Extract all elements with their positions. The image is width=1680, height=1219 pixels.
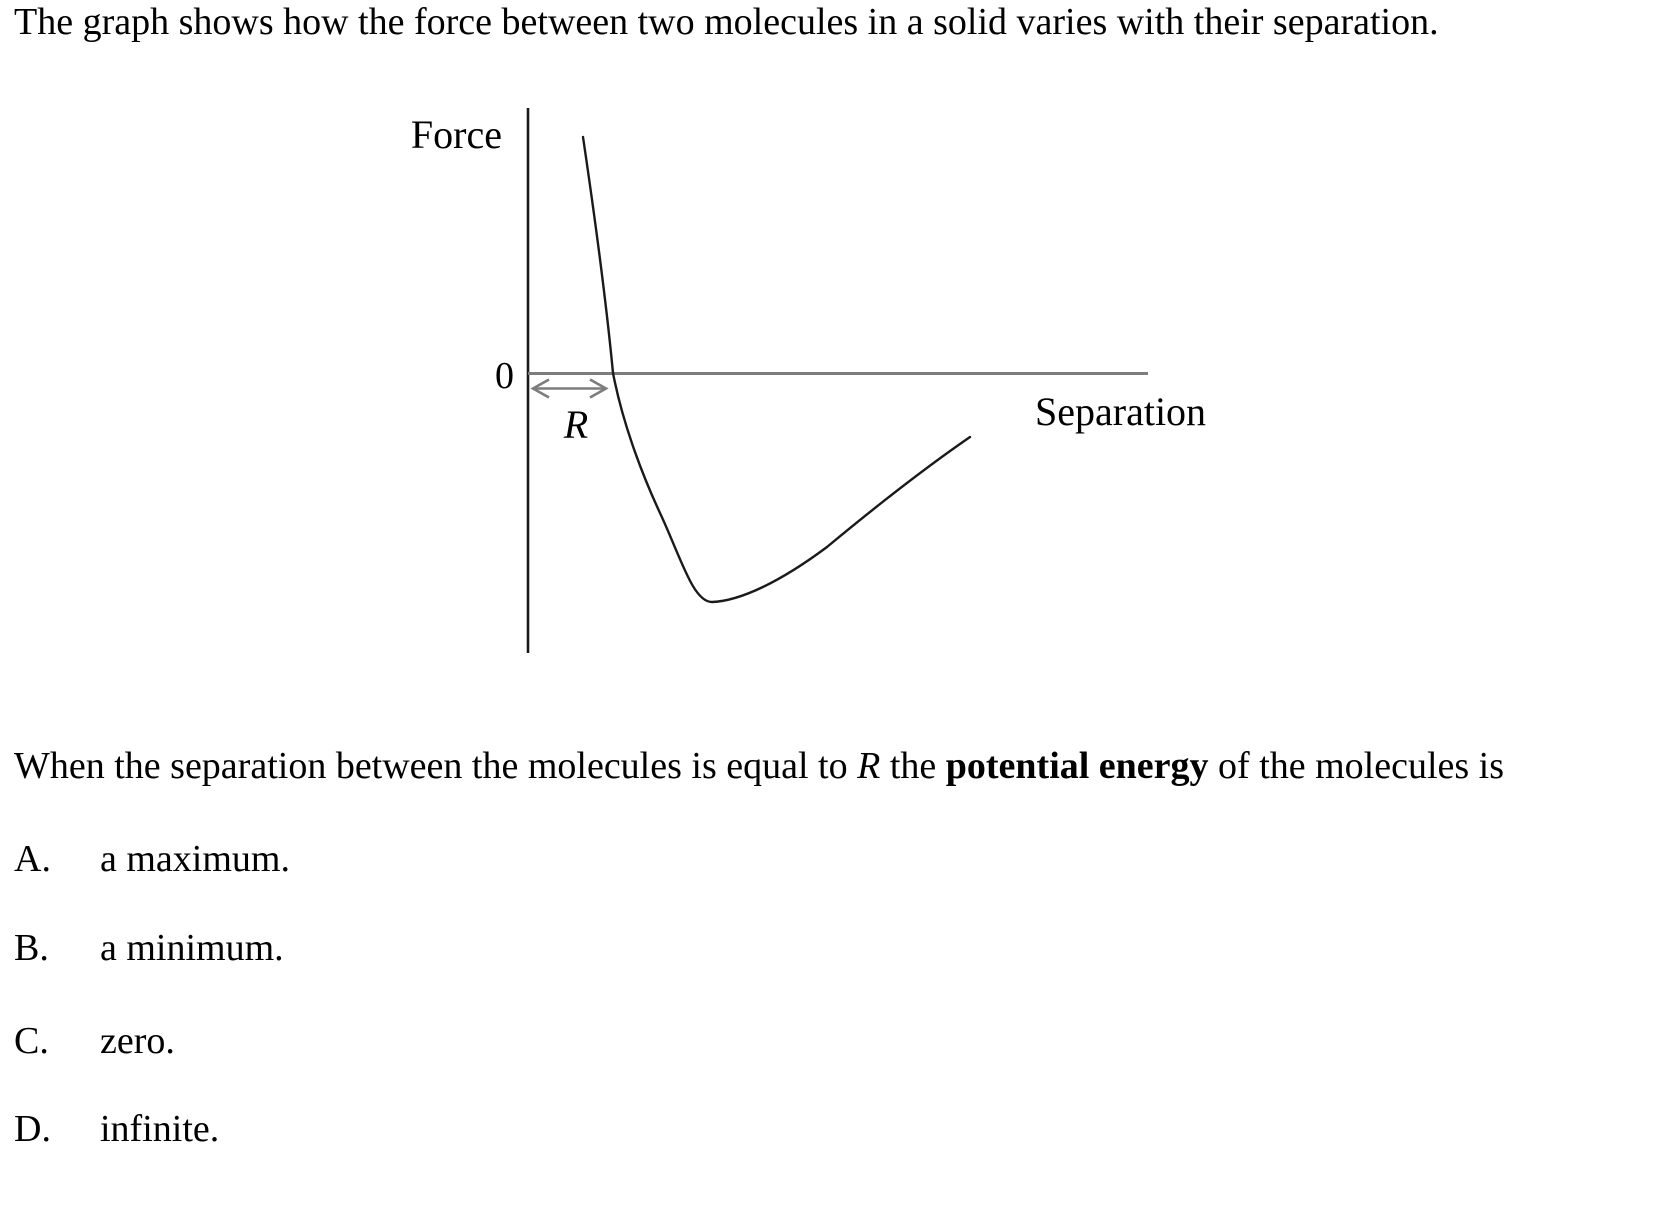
force-curve xyxy=(583,137,970,602)
x-axis-label: Separation xyxy=(1035,389,1207,434)
option-row-c xyxy=(14,1019,175,1065)
option-text-a: a maximum. xyxy=(100,838,290,880)
question-prefix: When the separation between the molecules is equal to xyxy=(14,745,858,787)
y-axis-label: Force xyxy=(410,112,502,157)
option-text-d: infinite. xyxy=(100,1108,220,1150)
option-letter-a: A. xyxy=(14,838,51,880)
option-letter-d: D. xyxy=(14,1108,51,1150)
option-row-d xyxy=(14,1107,219,1153)
equilibrium-r-label: R xyxy=(563,402,589,447)
intro-text: The graph shows how the force between two molecules in a solid varies with their separation. xyxy=(14,1,1439,43)
option-row-a xyxy=(14,837,290,883)
question-text xyxy=(14,744,1504,790)
option-row-b xyxy=(14,926,284,972)
option-letter-c: C. xyxy=(14,1020,49,1062)
question-emphasis: potential energy xyxy=(945,745,1209,787)
r-extent-arrow xyxy=(533,380,606,398)
option-letter-b: B. xyxy=(14,927,49,969)
question-middle: the xyxy=(880,745,946,787)
question-r-symbol: R xyxy=(857,745,881,787)
option-text-c: zero. xyxy=(100,1020,175,1062)
origin-zero-label: 0 xyxy=(495,355,514,397)
question-suffix: of the molecules is xyxy=(1208,745,1505,787)
option-text-b: a minimum. xyxy=(100,927,284,969)
